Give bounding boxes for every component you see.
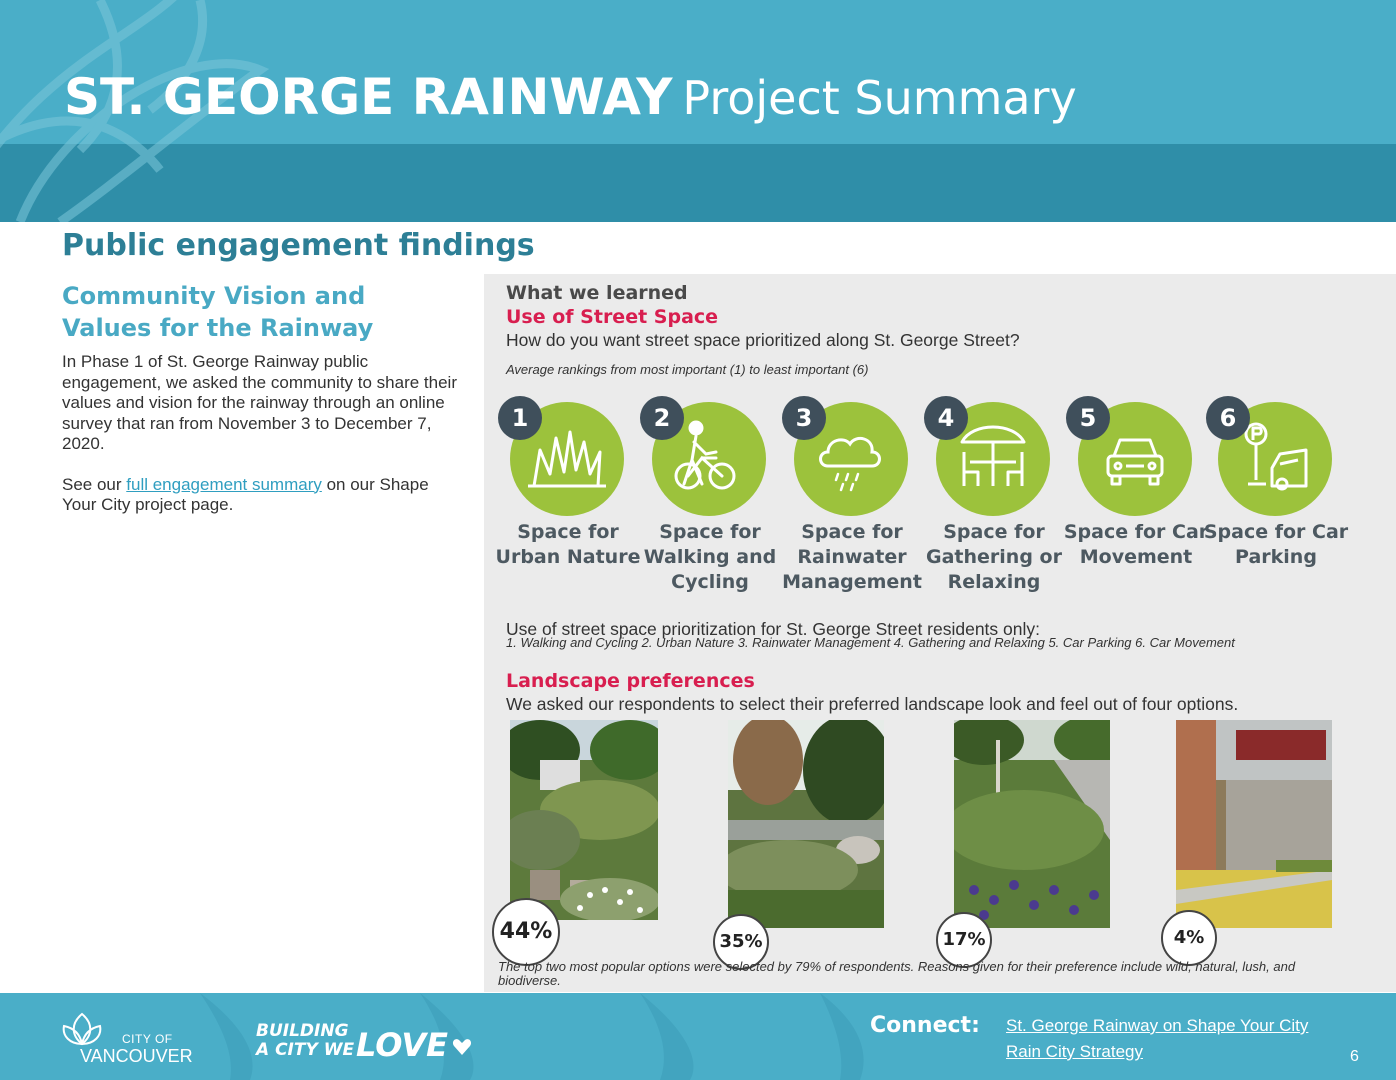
landscape-photo-street-planting (954, 720, 1110, 928)
left-column (62, 280, 462, 516)
logo-city-of: CITY OF (122, 1032, 173, 1046)
see-summary-paragraph (62, 475, 462, 516)
title-bold: ST. GEORGE RAINWAY (64, 68, 673, 126)
slogan-love-text: LOVE (356, 1026, 448, 1064)
shape-your-city-link[interactable]: St. George Rainway on Shape Your City (1006, 1016, 1309, 1035)
section-heading (62, 280, 462, 344)
landscape-description: We asked our respondents to select their preferred landscape look and feel out of four options. (506, 694, 1239, 714)
priority-item (495, 396, 641, 626)
residents-prioritization-list: 1. Walking and Cycling 2. Urban Nature 3. Rainwater Management 4. Gathering and Relaxing 5. Car Parking 6. Car Movement (506, 635, 1235, 650)
page-title: Public engagement findings (62, 228, 535, 263)
heart-icon (452, 1038, 472, 1056)
residents-prioritization-title: Use of street space prioritization for St. George Street residents only: (506, 619, 1040, 639)
percent-badge: 35% (713, 914, 769, 970)
page-number: 6 (1350, 1048, 1359, 1065)
slogan-line1: BUILDING (256, 1021, 349, 1041)
priority-item (1063, 396, 1209, 626)
rank-badge: 4 (924, 396, 968, 440)
priority-label: Space for Car Parking (1203, 521, 1349, 568)
document-title (64, 68, 1077, 126)
engagement-summary-link[interactable]: full engagement summary (126, 474, 322, 494)
section-heading-line1: Community Vision and (62, 282, 366, 310)
priority-item (1203, 396, 1349, 626)
landscape-photo-building-planting (1176, 720, 1332, 928)
what-we-learned-heading: What we learned (506, 282, 688, 304)
rank-badge: 1 (498, 396, 542, 440)
percent-badge: 4% (1161, 910, 1217, 966)
landscape-footnote: The top two most popular options were selected by 79% of respondents. Reasons given for their preference include wild, natural, lush, and biodiverse. (498, 959, 1296, 988)
slogan-line2: A CITY WE (256, 1040, 355, 1060)
header-banner (0, 0, 1396, 222)
see-prefix: See our (62, 474, 127, 494)
rank-badge: 3 (782, 396, 826, 440)
priority-item (782, 396, 922, 626)
priority-label: Space for Rainwater Management (782, 521, 922, 593)
rank-badge: 5 (1066, 396, 1110, 440)
street-space-question: How do you want street space prioritized along St. George Street? (506, 330, 1020, 350)
title-light: Project Summary (682, 71, 1077, 125)
slogan-building (256, 1022, 354, 1060)
priority-label: Space for Walking and Cycling (643, 521, 777, 593)
footer-banner (0, 993, 1396, 1080)
priority-item (640, 396, 780, 626)
landscape-photo-wild-slope (510, 720, 658, 920)
priority-item (924, 396, 1064, 626)
percent-badge: 44% (492, 898, 560, 966)
see-suffix: on our Shape Your City project page. (62, 474, 429, 514)
percent-badge: 17% (936, 912, 992, 968)
vancouver-leaf-icon (62, 1012, 102, 1046)
priority-label: Space for Urban Nature (495, 521, 641, 568)
street-space-title: Use of Street Space (506, 306, 719, 328)
priority-label: Space for Car Movement (1063, 521, 1209, 568)
connect-label: Connect: (870, 1013, 980, 1038)
priority-label: Space for Gathering or Relaxing (926, 521, 1062, 593)
leaf-watermark-icon (0, 993, 1396, 1080)
section-heading-line2: Values for the Rainway (62, 314, 374, 342)
slogan-love (356, 1026, 472, 1064)
logo-vancouver: VANCOUVER (80, 1046, 193, 1066)
rank-badge: 6 (1206, 396, 1250, 440)
ranking-note: Average rankings from most important (1) to least important (6) (506, 362, 869, 377)
landscape-photo-rain-garden (728, 720, 884, 928)
rain-city-strategy-link[interactable]: Rain City Strategy (1006, 1042, 1143, 1061)
landscape-preferences-title: Landscape preferences (506, 670, 755, 692)
rank-badge: 2 (640, 396, 684, 440)
intro-paragraph: In Phase 1 of St. George Rainway public engagement, we asked the community to share their values and vision for the rainway through an online survey that ran from November 3 to December 7, 2020. (62, 352, 457, 453)
